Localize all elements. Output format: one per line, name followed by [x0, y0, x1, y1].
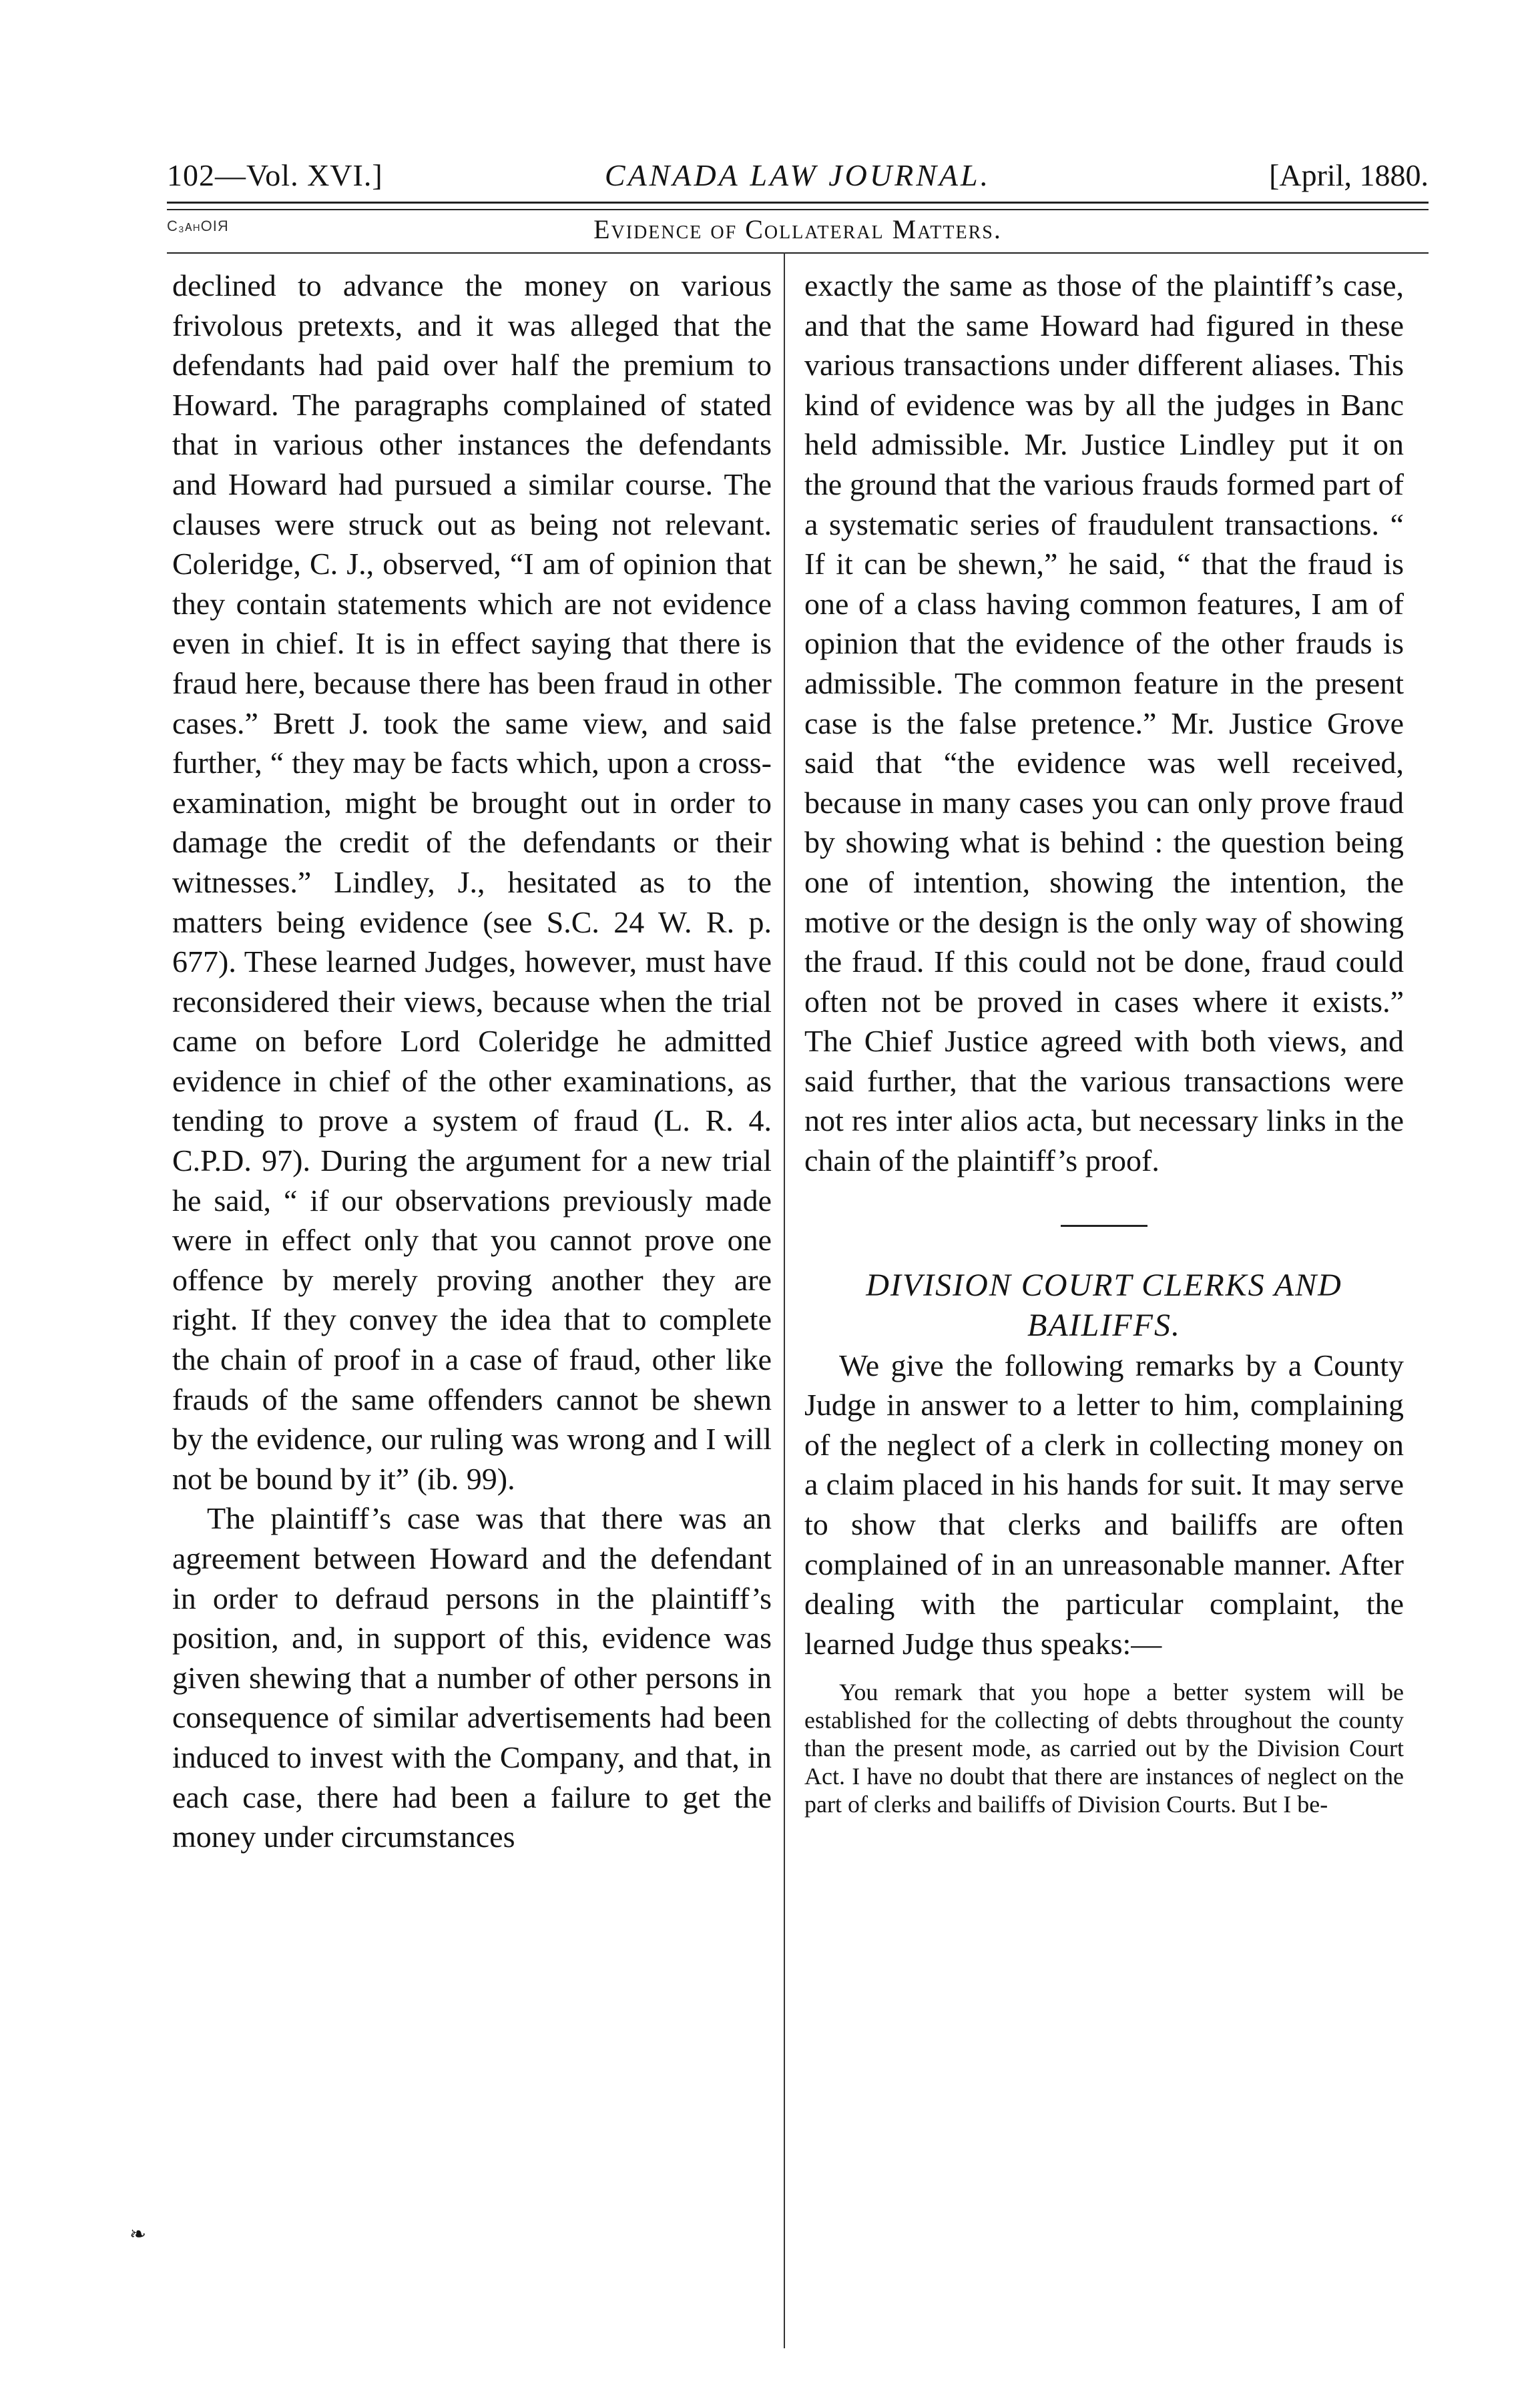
quoted-letter: You remark that you hope a better system will be established for the collecting of debts throughout the county than the present mode, as carried out by the Division Court Act. I have no doubt that there are instances of neglect on the part of clerks and bailiffs of Division Courts. But I be-	[804, 1679, 1404, 1818]
left-paragraph-2: The plaintiff’s case was that there was an agreement between Howard and the defendant in order to defraud persons in the plaintiff’s position, and, in support of this, evidence was given shewing that a number of other persons in consequence of similar advertisements had been induced to invest with the Company, and that, in each case, there had been a failure to get the money under circumstances	[172, 1501, 772, 1854]
section-subheader	[167, 214, 1429, 251]
section-heading: DIVISION COURT CLERKS AND BAILIFFS.	[866, 1267, 1342, 1343]
journal-title: CANADA LAW JOURNAL.	[604, 158, 991, 192]
issue-date: [April, 1880.	[1269, 158, 1429, 192]
right-paragraph-1: exactly the same as those of the plaintiff’s case, and that the same Howard had figured in these various transactions under different aliases. This kind of evidence was by all the judges in Banc held admissible. Mr. Justice Lindley put it on the ground that the various frauds formed part of a systematic series of fraudulent transactions. “ If it can be shewn,” he said, “ that the fraud is one of a class having common features, I am of opinion that the evidence of the other frauds is admissible. The common feature in the present case is the false pretence.” Mr. Justice Grove said that “the evidence was well received, because in many cases you can only prove fraud by showing what is behind : the question being one of intention, showing the intention, the motive or the design is the only way of showing the fraud. If this could not be done, fraud could often not be proved in cases where it exists.” The Chief Justice agreed with both views, and said further, that the various transactions were not res inter alios acta, but necessary links in the chain of the plaintiff’s proof.	[804, 268, 1404, 1178]
library-stamp: C₃ᴀнOIЯ	[167, 218, 229, 234]
subheader-title: Evidence of Collateral Matters.	[593, 214, 1002, 244]
right-paragraph-2: We give the following remarks by a County Judge in answer to a letter to him, complaining of the neglect of a clerk in collecting money on a claim placed in his hands for suit. It may serve to show that clerks and bailiffs are often complained of in an unreasonable manner. After dealing with the particular complaint, the learned Judge thus speaks:—	[804, 1348, 1404, 1661]
right-column	[804, 266, 1404, 1818]
folio: 102—Vol. XVI.]	[167, 158, 383, 192]
running-head	[167, 158, 1429, 198]
subheader-rule	[167, 252, 1429, 254]
column-divider	[784, 252, 785, 2348]
header-double-rule	[167, 202, 1429, 210]
section-divider-rule	[1061, 1225, 1147, 1227]
left-paragraph-1: declined to advance the money on various frivolous pretexts, and it was alleged that the defendants had paid over half the premium to Howard. The paragraphs complained of stated that in various other instances the defendants and Howard had pursued a similar course. The clauses were struck out as being not relevant. Coleridge, C. J., observed, “I am of opinion that they contain statements which are not evidence even in chief. It is in effect saying that there is fraud here, because there has been fraud in other cases.” Brett J. took the same view, and said further, “ they may be facts which, upon a cross-examination, might be brought out in order to damage the credit of the defendants or their witnesses.” Lindley, J., hesitated as to the matters being evidence (see S.C. 24 W. R. p. 677). These learned Judges, however, must have reconsidered their views, because when the trial came on before Lord Coleridge he admitted evidence in chief of the other examinations, as tending to prove a system of fraud (L. R. 4. C.P.D. 97). During the argument for a new trial he said, “ if our observations previously made were in effect only that you cannot prove one offence by merely proving another they are right. If they convey the idea that to complete the chain of proof in a case of fraud, other like frauds of the same offenders cannot be shewn by the evidence, our ruling was wrong and I will not be bound by it” (ib. 99).	[172, 268, 772, 1496]
left-column	[172, 266, 772, 1857]
margin-pointer-mark: ❧	[130, 2223, 147, 2245]
